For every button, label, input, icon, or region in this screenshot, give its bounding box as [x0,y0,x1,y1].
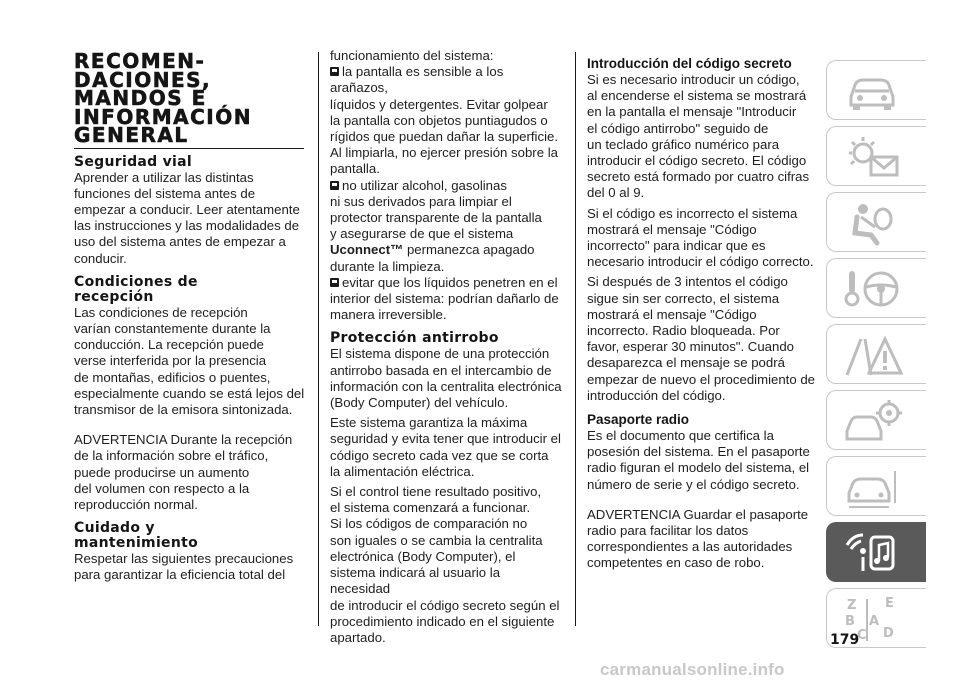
tab-car-maintenance[interactable] [826,390,926,450]
section-heading-antitheft: Protección antirrobo [330,330,499,347]
chapter-title [74,49,306,147]
code-entry-text-2: Si el código es incorrecto el sistema mostrará el mensaje "Código incorrecto" para indicar que es necesario introducir el código correcto. [587,205,814,270]
tab-car[interactable] [826,60,926,120]
bullet-item [330,64,563,177]
chapter-tab-strip [826,60,926,654]
svg-text:B: B [845,614,855,629]
antitheft-text-2: Este sistema garantiza la máxima seguridad y evita tener que introducir el código secreto cada vez que se corta la alimentación eléctrica. [330,415,561,479]
chapter-title-line: RECOMEN- [74,49,206,73]
reception-text: Las condiciones de recepción varían constantemente durante la conducción. La recepción puede verse interferida por la presencia de montañas, edificios o puentes, especialmente cuando se está lejos del transmisor de la emisora sintonizada. [74,304,305,417]
watermark: carmanualsonline.info [600,660,785,679]
road-warning-icon [841,331,905,379]
section-heading-care [74,521,306,551]
chapter-title-line: GENERAL [74,123,189,147]
tab-road-warning[interactable] [826,324,926,384]
antitheft-text-1: El sistema dispone de una protección antirrobo basada en el intercambio de información con la centralita electrónica (Body Computer) del vehículo. [330,346,562,411]
svg-text:A: A [869,614,880,629]
brand-name: Uconnect™ [330,242,404,258]
car-maintenance-icon [841,397,905,445]
column-1 [74,49,306,584]
tab-warning-lights[interactable] [826,126,926,186]
page-number: 179 [830,632,860,648]
bullet-text: no utilizar alcohol, gasolinas ni sus derivados para limpiar el protector transparente de la pantalla y asegurarse de que el sistema [330,177,542,242]
bullet-text: la pantalla es sensible a los arañazos, líquidos y detergentes. Evitar golpear la pantalla con objetos puntiagudos o rígidos que puedan dañar la superficie. Al limpiarla, no ejercer presión sobre la pantalla. [330,64,559,177]
multimedia-icon [841,529,905,577]
code-entry-text-1: Si es necesario introducir un código, al encenderse el sistema se mostrará en la pantalla el mensaje "Introducir el código antirrobo" seguido de un teclado gráfico numérico para introducir el código secreto. El código secreto está formado por cuatro cifras del 0 al 9. [587,72,810,201]
svg-text:C: C [857,628,867,643]
section-heading-code-entry: Introducción del código secreto [587,56,792,71]
care-text: Respetar las siguientes precauciones para garantizar la eficiencia total del [74,551,294,583]
bullet-marker-icon [330,278,339,287]
svg-text:E: E [885,596,894,611]
column-divider [575,52,576,626]
chapter-title-line: DACIONES, [74,67,212,92]
bullet-item [330,178,563,275]
section-heading-radio-passport: Pasaporte radio [587,412,690,428]
seat-airbag-icon [841,199,901,247]
car-icon [841,67,901,113]
column-3 [587,56,815,572]
code-entry-text-3: Si después de 3 intentos el código sigue sin ser correcto, el sistema mostrará el mensaje "Código incorrecto. Radio bloqueada. Por favor, esperar 30 minutos". Cuando desaparezca el mensaje se podrá empezar de nuevo el procedimiento de introducción del código. [587,274,815,403]
road-safety-text: Aprender a utilizar las distintas funciones del sistema antes de empezar a conducir. Leer atentamente las instrucciones y las modalidades de uso del sistema antes de empezar a conducir. [74,169,300,266]
bullet-marker-icon [330,181,339,190]
chapter-title-line: MANDOS E [74,86,207,110]
tab-seat-airbag[interactable] [826,192,926,252]
svg-text:D: D [883,626,894,641]
bullet-text: evitar que los líquidos penetren en el interior del sistema: podrían dañarlo de manera irreversible. [330,274,559,323]
bullet-item [330,275,563,324]
radio-passport-warning: ADVERTENCIA Guardar el pasaporte radio para facilitar los datos correspondientes a las autoridades competentes en caso de robo. [587,506,809,571]
column-2 [330,48,563,646]
bullet-text: permanezca apagado durante la limpieza. [330,242,535,274]
tab-multimedia[interactable] [826,522,926,582]
car-dimensions-icon [841,463,905,511]
svg-text:Z: Z [847,598,857,613]
heading-line: recepción [74,288,154,305]
key-steering-icon [841,265,905,313]
bullet-marker-icon [330,67,339,76]
heading-line: Condiciones de [74,273,198,290]
heading-line: Cuidado y [74,520,155,537]
antitheft-text-3: Si el control tiene resultado positivo, el sistema comenzará a funcionar. Si los códigos de comparación no son iguales o se cambia la centralita electrónica (Body Computer), el sistema indicará al usuario la necesidad de introducir el código secreto según el procedimiento indicado en el siguiente apartado. [330,484,560,645]
section-heading-reception [74,275,306,305]
heading-line: mantenimiento [74,535,199,552]
tab-car-dimensions[interactable] [826,456,926,516]
column-divider [318,52,319,626]
section-heading-road-safety: Seguridad vial [74,153,193,170]
warning-lights-icon [841,133,905,181]
reception-warning: ADVERTENCIA Durante la recepción de la información sobre el tráfico, puede producirse un aumento del volumen con respecto a la reproducción normal. [74,432,293,512]
radio-passport-text: Es el documento que certifica la posesión del sistema. En el pasaporte radio figuran el modelo del sistema, el número de serie y el código secreto. [587,428,810,492]
title-divider [74,148,304,149]
tab-key-steering[interactable] [826,258,926,318]
chapter-title-line: INFORMACIÓN [74,104,252,129]
care-intro: funcionamiento del sistema: [330,48,494,63]
